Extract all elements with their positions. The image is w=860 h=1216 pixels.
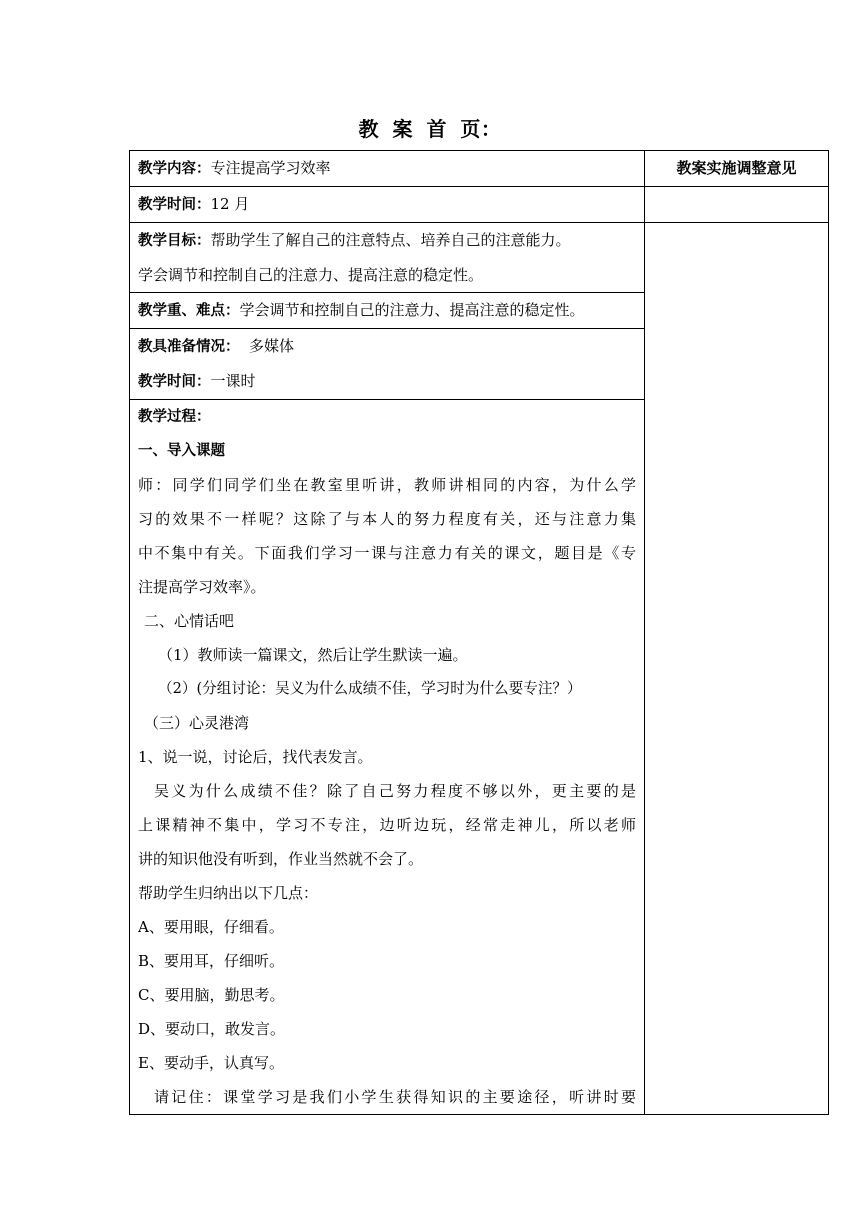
duration-value: 一课时 [210,372,256,390]
adjustment-blank-cell [645,187,829,223]
goal-cell [130,223,645,293]
key-points-value: 学会调节和控制自己的注意力、提高注意的稳定性。 [239,301,585,319]
time-label: 教学时间： [138,197,211,213]
point-item: B、要用耳，仔细听。 [138,952,285,970]
content-value: 专注提高学习效率 [210,159,331,177]
page-title: 教 案 首 页： [358,117,502,141]
intro-line: 注提高学习效率》。 [138,578,266,596]
intro-line: 中不集中有关。下面我们学习一课与注意力有关的课文，题目是《专 [138,544,636,562]
tools-value: 多媒体 [239,337,295,355]
intro-line: 师：同学们同学们坐在教室里听讲，教师讲相同的内容，为什么学 [138,476,636,494]
adjustment-notes-cell [645,223,829,1115]
point-item: C、要用脑，勤思考。 [138,986,285,1004]
point-item: A、要用眼，仔细看。 [138,918,284,936]
summary-intro: 帮助学生归纳出以下几点： [138,884,319,902]
section2-title: 二、心情话吧 [144,612,235,630]
content-label: 教学内容： [138,161,211,177]
say-item: 1、说一说，讨论后，找代表发言。 [138,748,373,766]
point-item: D、要动口，敢发言。 [138,1020,286,1038]
step-1: （1）教师读一篇课文，然后让学生默读一遍。 [158,646,468,664]
key-points-label: 教学重、难点： [138,303,240,319]
goal-label: 教学目标： [138,233,211,249]
section1-title: 一、导入课题 [138,443,225,459]
process-label: 教学过程： [138,409,211,425]
duration-label: 教学时间： [138,374,211,390]
tools-cell [130,329,645,400]
answer-line: 讲的知识他没有听到，作业当然就不会了。 [138,850,424,868]
time-cell [130,187,645,223]
answer-line: 上课精神不集中，学习不专注，边听边玩，经常走神儿，所以老师 [138,816,636,834]
section3-title: （三）心灵港湾 [144,714,250,732]
content-cell [130,151,645,187]
tools-label: 教具准备情况： [138,339,240,355]
time-value: 12 月 [210,195,250,213]
lesson-plan-table [129,150,829,1115]
goal-value-line1: 帮助学生了解自己的注意特点、培养自己的注意能力。 [210,231,571,249]
process-cell [130,400,645,1115]
goal-value-line2: 学会调节和控制自己的注意力、提高注意的稳定性。 [138,266,484,284]
remember-line: 请记住：课堂学习是我们小学生获得知识的主要途径，听讲时要 [154,1088,636,1106]
step-2: （2）(分组讨论：吴义为什么成绩不佳，学习时为什么要专注？） [158,680,582,697]
point-item: E、要动手，认真写。 [138,1054,284,1072]
adjustment-header: 教案实施调整意见 [645,151,829,187]
answer-line: 吴义为什么成绩不佳？除了自己努力程度不够以外，更主要的是 [154,782,636,800]
intro-line: 习的效果不一样呢？这除了与本人的努力程度有关，还与注意力集 [138,510,636,528]
key-points-cell [130,293,645,329]
